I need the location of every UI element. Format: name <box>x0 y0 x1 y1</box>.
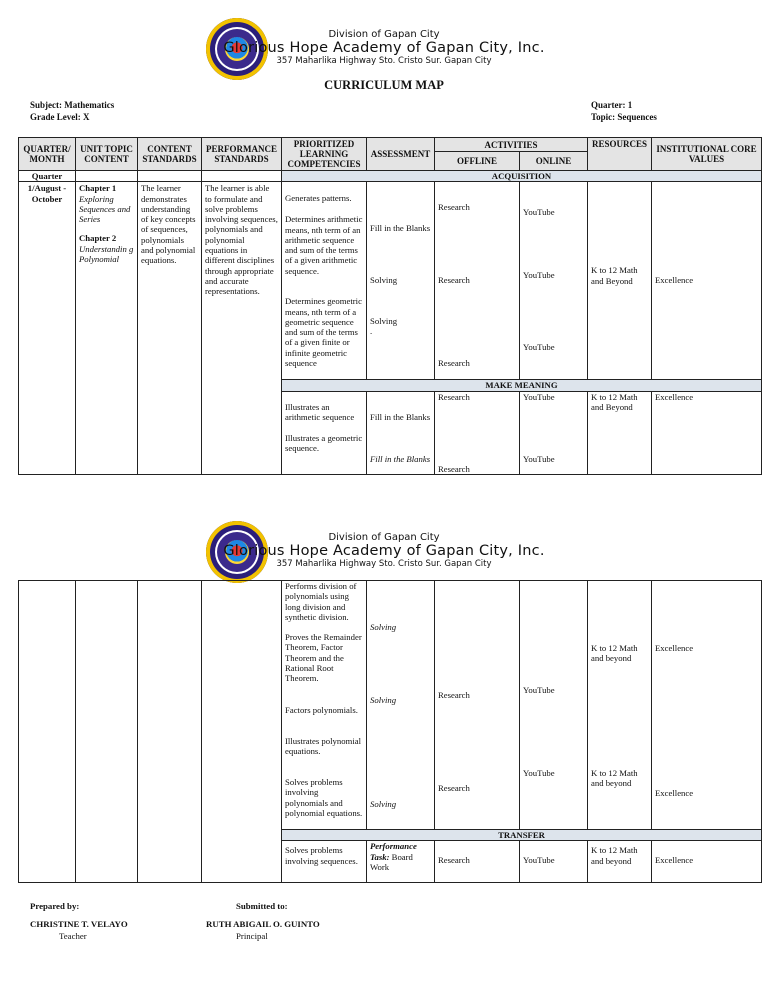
acq-assessment-cell <box>367 182 435 380</box>
col-competencies: PRIORITIZED LEARNING COMPETENCIES <box>282 138 367 171</box>
p2-resources-cell <box>588 581 652 830</box>
p2-values: Excellence <box>655 643 694 653</box>
division-label: Division of Gapan City <box>328 29 440 40</box>
acq-online: YouTube <box>523 342 555 353</box>
tr-values-cell <box>652 841 762 883</box>
p2-online-cell <box>520 581 588 830</box>
col-content-standards: CONTENT STANDARDS <box>138 138 202 171</box>
p2-competency: Solves problems involving polynomials and polynomial equations. <box>285 777 363 818</box>
topic-label: Topic: Sequences <box>591 112 657 122</box>
p2-competency: Illustrates polynomial equations. <box>285 736 362 757</box>
submitted-to-role: Principal <box>236 931 268 941</box>
acq-competency: Generates patterns. <box>285 193 352 204</box>
p2-assessment: Solving <box>370 695 397 705</box>
p2-offline: Research <box>438 783 470 793</box>
col-activities: ACTIVITIES <box>435 138 588 152</box>
mm-resources-cell <box>588 391 652 474</box>
quarter-months: 1/August - October <box>27 183 67 204</box>
mm-assessment-cell <box>367 391 435 474</box>
p2-competency: Proves the Remainder Theorem, Factor Theorem and the Rational Root Theorem. <box>285 632 362 684</box>
blank-cell <box>138 171 202 182</box>
phase-transfer-label: TRANSFER <box>498 830 545 840</box>
blank-cell <box>202 581 282 883</box>
p2-resources: K to 12 Math and beyond <box>591 643 638 664</box>
mm-online-cell <box>520 391 588 474</box>
tr-competencies-cell <box>282 841 367 883</box>
p2-values: Excellence <box>655 788 694 798</box>
subject-label: Subject: Mathematics <box>30 100 115 110</box>
phase-acquisition-label: ACQUISITION <box>491 171 552 181</box>
mm-competencies-cell <box>282 391 367 474</box>
curriculum-map-table <box>18 137 762 475</box>
acq-resources-cell <box>588 182 652 380</box>
school-address-page2: 357 Maharlika Highway Sto. Cristo Sur. Gapan City <box>276 559 492 569</box>
acq-assessment: Fill in the Blanks <box>370 223 431 234</box>
quarter-label: Quarter: 1 <box>591 100 633 110</box>
blank-cell <box>19 581 76 883</box>
p2-resources: K to 12 Math and beyond <box>591 768 638 789</box>
p2-assessment: Solving <box>370 622 397 632</box>
col-unit-topic: UNIT TOPIC CONTENT <box>76 138 138 171</box>
tr-competency: Solves problems involving sequences. <box>285 845 358 866</box>
p2-competency: Factors polynomials. <box>285 705 358 715</box>
quarter-text: Quarter <box>31 171 63 181</box>
prepared-by-name: CHRISTINE T. VELAYO <box>30 919 128 929</box>
p2-values-cell <box>652 581 762 830</box>
acq-assessment: Solving <box>370 316 398 327</box>
p2-assessment: Solving <box>370 799 397 809</box>
school-address: 357 Maharlika Highway Sto. Cristo Sur. Gapan City <box>276 56 492 66</box>
prepared-by-role: Teacher <box>59 931 87 941</box>
col-offline: OFFLINE <box>435 152 520 171</box>
acq-competency: Determines geometric means, nth term of a geometric sequence and sum of the terms of a given finite or infinite geometric sequence <box>285 296 362 369</box>
mm-resources: K to 12 Math and Beyond <box>591 391 638 412</box>
col-performance-standards: PERFORMANCE STANDARDS <box>202 138 282 171</box>
acq-online: YouTube <box>523 270 555 281</box>
p2-competencies-cell <box>282 581 367 830</box>
performance-standard-cell: The learner is able to formulate and solve problems involving sequences, polynomials and polynomial equations in different disciplines through appropriate and accurate representations. <box>202 182 282 474</box>
mm-competency: Illustrates a geometric sequence. <box>285 432 363 453</box>
acq-values-cell <box>652 182 762 380</box>
chapter-2-title: Understandin g Polynomial <box>79 243 134 265</box>
tr-offline: Research <box>438 855 470 866</box>
tr-resources: K to 12 Math and beyond <box>591 845 638 866</box>
mm-offline: Research <box>438 463 470 474</box>
tr-task: Board Work <box>370 851 413 872</box>
p2-offline: Research <box>438 690 470 700</box>
col-online: ONLINE <box>520 152 588 171</box>
submitted-to-label: Submitted to: <box>236 901 288 911</box>
p2-online: YouTube <box>523 768 555 778</box>
tr-assessment-cell <box>367 841 435 883</box>
school-name: Glorious Hope Academy of Gapan City, Inc. <box>223 40 545 56</box>
phase-make-meaning <box>282 380 762 391</box>
acq-competencies-cell <box>282 182 367 380</box>
content-standard-cell: The learner demonstrates understanding of key concepts of sequences, polynomials and polynomial equations. <box>138 182 202 474</box>
acq-online-cell <box>520 182 588 380</box>
acq-offline: Research <box>438 202 470 213</box>
grade-level-label: Grade Level: X <box>30 112 90 122</box>
division-label-page2: Division of Gapan City <box>328 532 440 543</box>
p2-assessment-cell <box>367 581 435 830</box>
tr-values: Excellence <box>655 855 694 866</box>
acq-offline: Research <box>438 358 470 369</box>
acq-values: Excellence <box>655 275 694 286</box>
submitted-to-name: RUTH ABIGAIL O. GUINTO <box>206 919 320 929</box>
document-title: CURRICULUM MAP <box>324 78 444 92</box>
col-assessment: ASSESSMENT <box>367 138 435 171</box>
chapter-2-label: Chapter 2 <box>79 233 117 244</box>
mm-values-cell <box>652 391 762 474</box>
acq-offline: Research <box>438 275 470 286</box>
tr-resources-cell <box>588 841 652 883</box>
col-core-values: INSTITUTIONAL CORE VALUES <box>652 138 762 171</box>
mm-offline-cell <box>435 391 520 474</box>
prepared-by-label: Prepared by: <box>30 901 80 911</box>
quarter-cell-top <box>19 171 76 182</box>
p2-offline-cell <box>435 581 520 830</box>
mm-assessment: Fill in the Blanks <box>370 453 431 464</box>
acq-online: YouTube <box>523 207 555 218</box>
col-quarter-month: QUARTER/ MONTH <box>19 138 76 171</box>
p2-online: YouTube <box>523 685 555 695</box>
acq-offline-cell <box>435 182 520 380</box>
acq-assessment-dot: . <box>370 326 373 337</box>
mm-assessment: Fill in the Blanks <box>370 411 431 422</box>
mm-values: Excellence <box>655 391 694 402</box>
phase-transfer <box>282 830 762 841</box>
mm-competency: Illustrates an arithmetic sequence <box>285 401 355 422</box>
col-resources: RESOURCES <box>588 138 652 171</box>
acq-competency: Determines arithmetic means, nth term of an arithmetic sequence and sum of the terms of a given arithmetic sequence. <box>285 214 363 276</box>
blank-cell <box>76 581 138 883</box>
blank-cell <box>202 171 282 182</box>
mm-online: YouTube <box>523 453 555 464</box>
mm-offline: Research <box>438 391 470 402</box>
unit-topic-cell <box>76 182 138 474</box>
blank-cell <box>138 581 202 883</box>
school-name-page2: Glorious Hope Academy of Gapan City, Inc. <box>223 543 545 559</box>
phase-acquisition <box>282 171 762 182</box>
phase-make-meaning-label: MAKE MEANING <box>485 380 558 391</box>
tr-offline-cell <box>435 841 520 883</box>
acq-assessment: Solving <box>370 275 398 286</box>
p2-competency: Performs division of polynomials using long division and synthetic division. <box>285 581 357 622</box>
tr-online-cell <box>520 841 588 883</box>
curriculum-map-table-continued <box>18 580 762 883</box>
quarter-month-cell <box>19 182 76 474</box>
mm-online: YouTube <box>523 391 555 402</box>
acq-resources: K to 12 Math and Beyond <box>591 265 638 286</box>
tr-task-label: Performance Task: <box>370 841 417 862</box>
chapter-1-title: Exploring Sequences and Series <box>79 193 131 225</box>
chapter-1-label: Chapter 1 <box>79 183 117 194</box>
blank-cell <box>76 171 138 182</box>
tr-online: YouTube <box>523 855 555 866</box>
